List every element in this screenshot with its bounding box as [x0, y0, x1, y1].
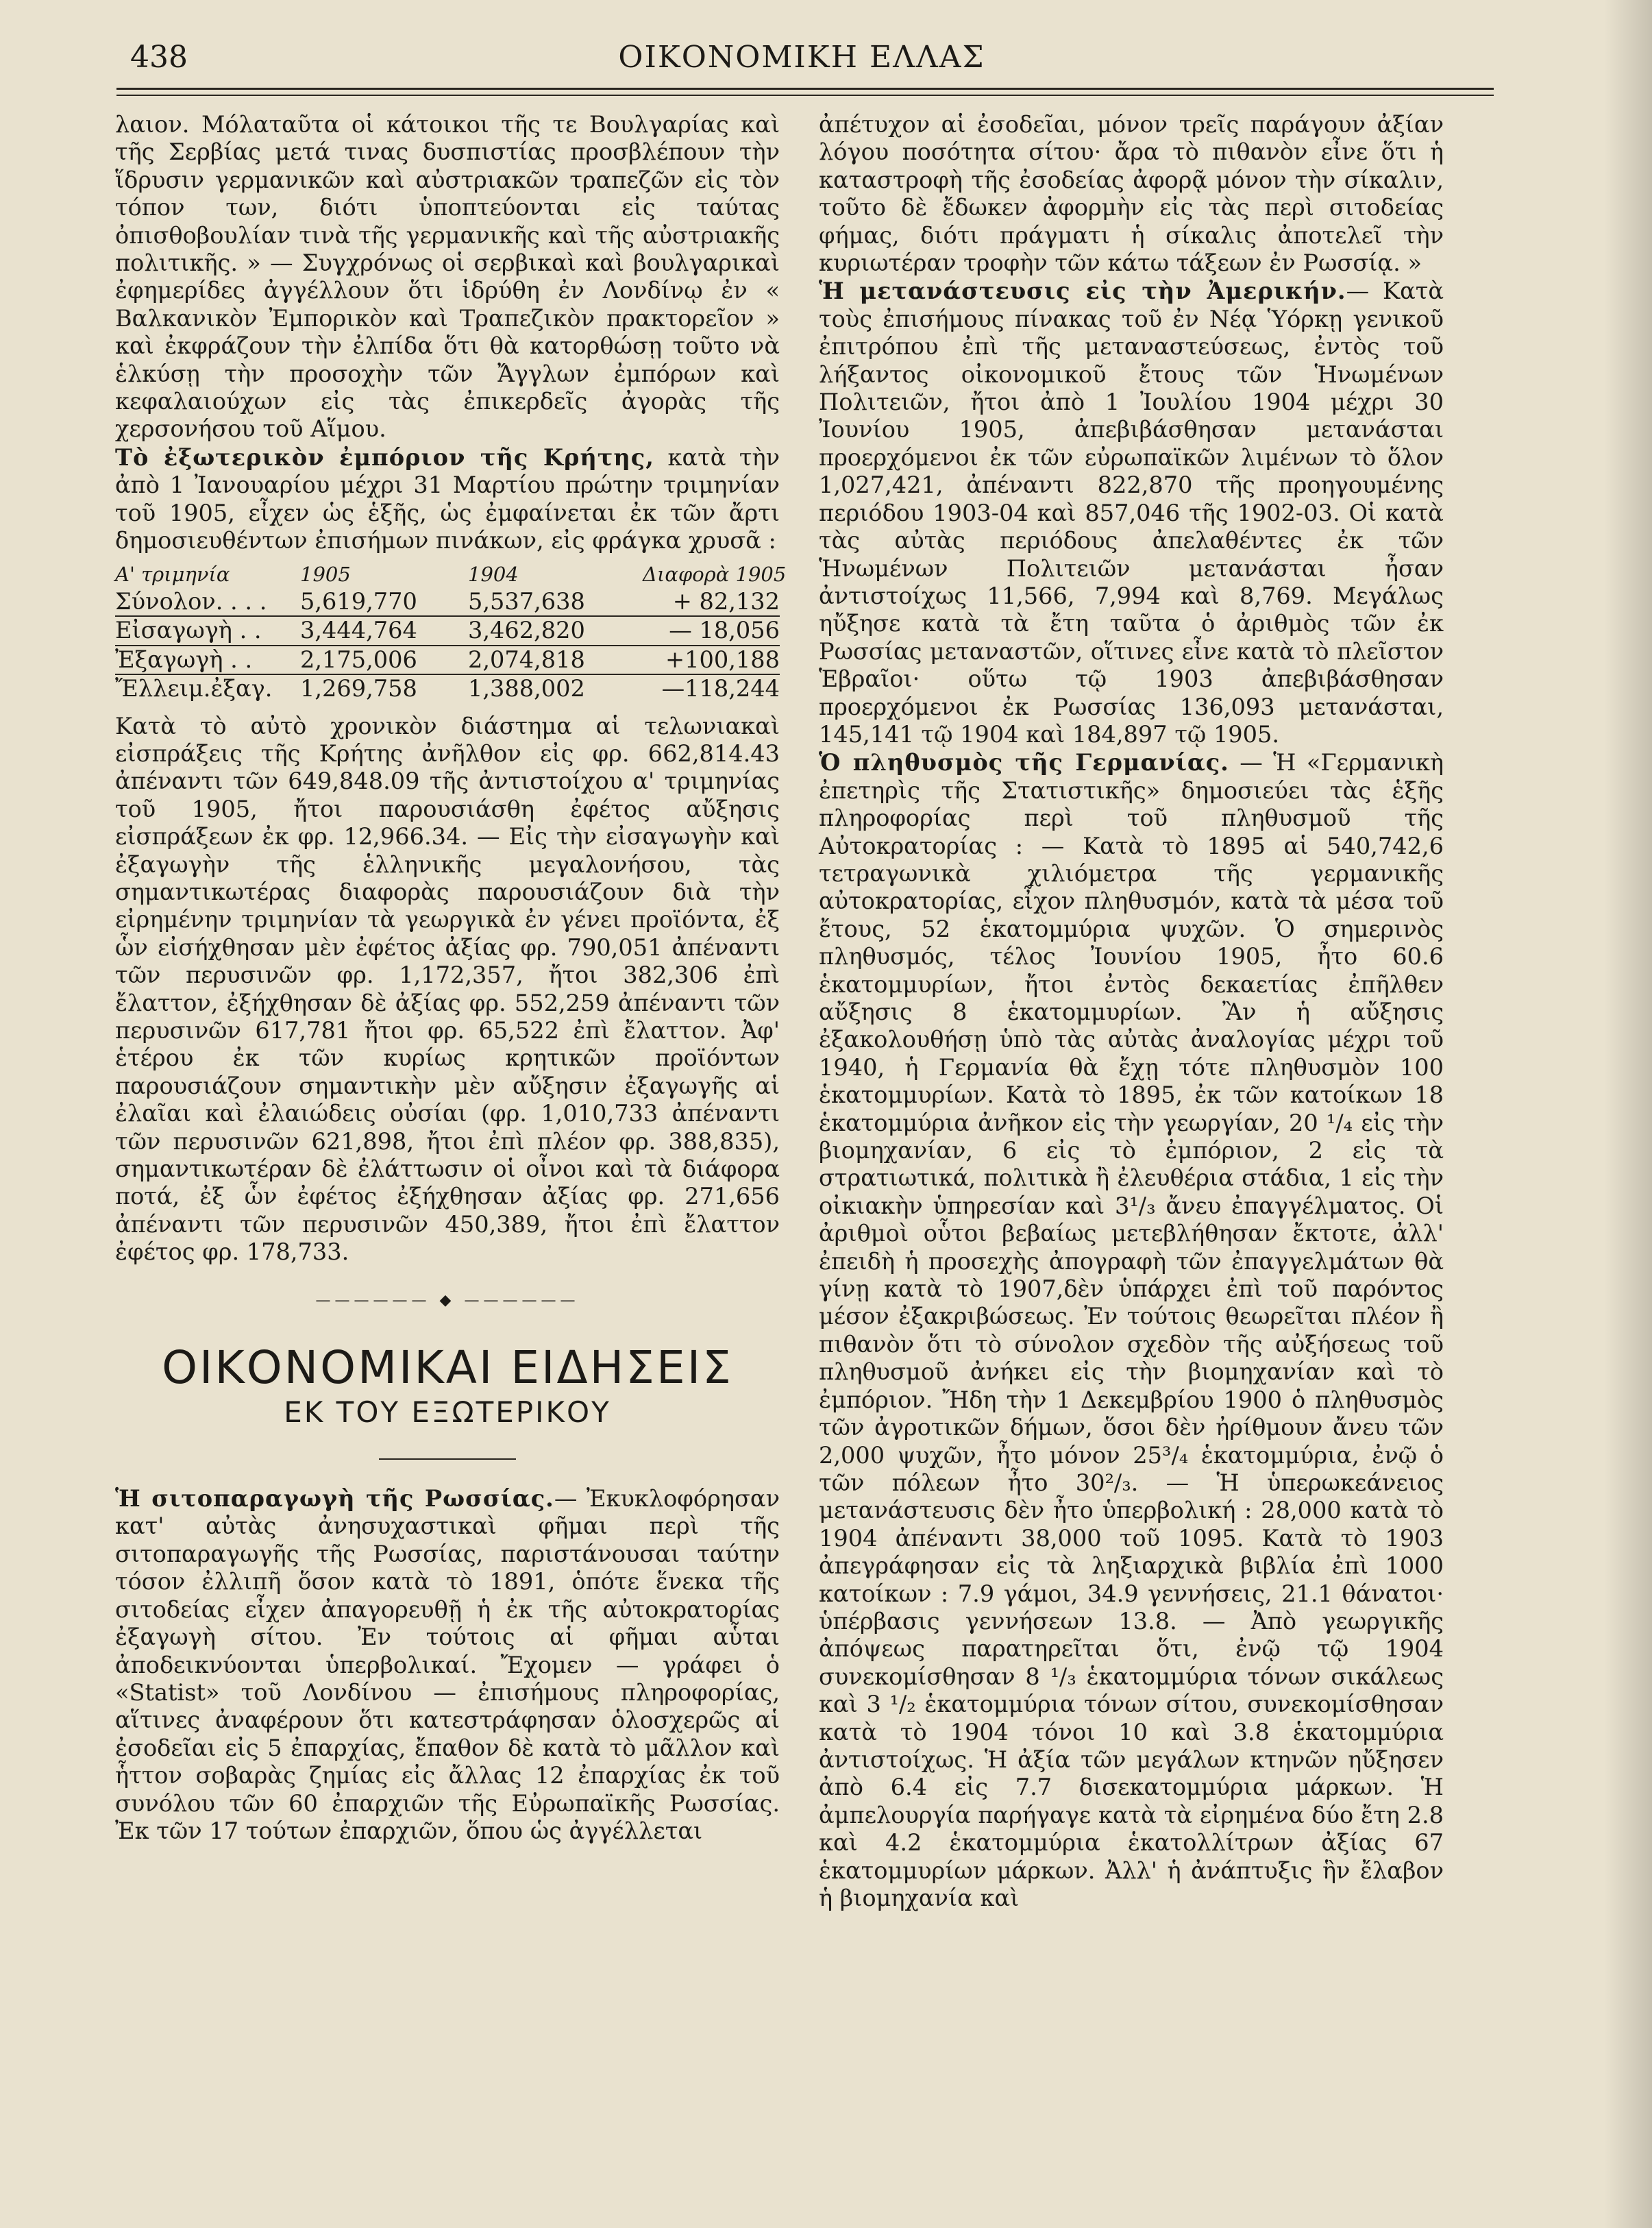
- crete-trade-intro: κατὰ τὴν ἀπὸ 1 Ἰανουαρίου μέχρι 31 Μαρτίου πρώτην τριμηνίαν τοῦ 1905, εἶχεν ὡς ἑξῆς, ὡς ἐμφαίνεται ἐκ τῶν ἄρτι δημοσιευθέντων ἐπισήμων πινάκων, εἰς φράγκα χρυσᾶ :: [115, 443, 780, 554]
- paragraph-german-population: [819, 748, 1444, 1912]
- header-rule-thin: [116, 95, 1494, 96]
- ornament-divider: —————— ◆ ——————: [315, 1291, 580, 1309]
- section-subtitle: ΕΚ ΤΟΥ ΕΞΩΤΕΡΙΚΟΥ: [284, 1395, 611, 1430]
- crete-trade-table: [115, 561, 787, 703]
- russian-grain-heading: Ἡ σιτοπαραγωγὴ τῆς Ρωσσίας.: [115, 1484, 554, 1513]
- paragraph-russian-grain: [115, 1484, 780, 1845]
- left-column: [115, 111, 787, 1845]
- table-row: [115, 617, 780, 646]
- table-row: [115, 588, 780, 617]
- paragraph-crete-trade: [115, 443, 780, 555]
- table-header-row: [115, 561, 787, 588]
- german-population-text: — Ἡ «Γερμανικὴ ἐπετηρὶς τῆς Στατιστικῆς» δημοσιεύει τὰς ἑξῆς πληροφορίας περὶ τοῦ πληθυσμοῦ τῆς Αὐτοκρατορίας : — Κατὰ τὸ 1895 αἱ 540,742,6 τετραγωνικὰ χιλιόμετρα τῆς γερμανικῆς αὐτοκρατορίας, εἶχον πληθυσμόν, κατὰ τὰ μέσα τοῦ ἔτους, 52 ἑκατομμύρια ψυχῶν. Ὁ σημερινὸς πληθυσμός, τέλος Ἰουνίου 1905, ἦτο 60.6 ἑκατομμυρίων, ἤτοι ἐντὸς δεκαετίας ἐπῆλθεν αὔξησις 8 ἑκατομμυρίων. Ἂν ἡ αὔξησις ἐξακολουθήσῃ ὑπὸ τὰς αὐτὰς ἀναλογίας μέχρι τοῦ 1940, ἡ Γερμανία θὰ ἔχῃ τότε πληθυσμὸν 100 ἑκατομμυρίων. Κατὰ τὸ 1895, ἐκ τῶν κατοίκων 18 ἑκατομμύρια ἀνῆκον εἰς τὴν γεωργίαν, 20 ¹/₄ εἰς τὴν βιομηχανίαν, 6 εἰς τὸ ἐμπόριον, 2 εἰς τὰ στρατιωτικά, πολιτικὰ ἢ ἐλευθέρια στάδια, 1 εἰς τὴν οἰκιακὴν ὑπηρεσίαν καὶ 3¹/₃ ἄνευ ἐπαγγέλματος. Οἱ ἀριθμοὶ οὗτοι βεβαίως μετεβλήθησαν ἔκτοτε, ἀλλ' ἐπειδὴ ἡ προσεχὴς ἀπογραφὴ τῶν ἐπαγγελμάτων θὰ γίνῃ κατὰ τὸ 1907,δὲν ὑπάρχει ἐπὶ τοῦ παρόντος μέσον ἐξακριβώσεως. Ἐν τούτοις θεωρεῖται πλέον ἢ πιθανὸν ὅτι τὸ σύνολον σχεδὸν τῆς αὐξήσεως τοῦ πληθυσμοῦ ἀνήκει εἰς τὴν βιομηχανίαν καὶ τὸ ἐμπόριον. Ἤδη τὴν 1 Δεκεμβρίου 1900 ὁ πληθυσμὸς τῶν ἀγροτικῶν δήμων, ὅσοι δὲν ἠρίθμουν ἄνευ τῶν 2,000 ψυχῶν, ἦτο μόνον 25³/₄ ἑκατομμύρια, ἐνῷ ὁ τῶν πόλεων ἦτο 30²/₃. — Ἡ ὑπερωκεάνειος μετανάστευσις δὲν ἦτο ὑπερβολική : 28,000 κατὰ τὸ 1904 ἀπέναντι 38,000 τοῦ 1095. Κατὰ τὸ 1903 ἀπεγράφησαν εἰς τὰ ληξιαρχικὰ βιβλία ἐπὶ 1000 κατοίκων : 7.9 γάμοι, 34.9 γεννήσεις, 21.1 θάνατοι· ὑπέρβασις γεννήσεων 13.8. — Ἀπὸ γεωργικῆς ἀπόψεως παρατηρεῖται ὅτι, ἐνῷ τῷ 1904 συνεκομίσθησαν 8 ¹/₃ ἑκατομμύρια τόνων σικάλεως καὶ 3 ¹/₂ ἑκατομμύρια τόνων σίτου, συνεκομίσθησαν κατὰ τὸ 1904 τόνοι 10 καὶ 3.8 ἑκατομμύρια ἀντιστοίχως. Ἡ ἀξία τῶν μεγάλων κτηνῶν ηὔξησεν ἀπὸ 6.4 εἰς 7.7 δισεκατομμύρια μάρκων. Ἡ ἀμπελουργία παρήγαγε κατὰ τὰ εἰρημένα δύο ἔτη 2.8 καὶ 4.2 ἑκατομμύρια ἑκατολλίτρων ἀξίας 67 ἑκατομμυρίων μάρκων. Ἀλλ' ἡ ἀνάπτυξις ἣν ἔλαβον ἡ βιομηχανία καὶ: [819, 749, 1444, 1911]
- paragraph-emigration: [819, 277, 1444, 748]
- page-edge-shadow: [1604, 0, 1652, 2228]
- page-number: 438: [130, 40, 188, 75]
- table-header-cell: 1904: [468, 562, 519, 586]
- german-population-heading: Ὁ πληθυσμὸς τῆς Γερμανίας.: [819, 748, 1229, 776]
- page-header: [130, 36, 1473, 84]
- section-title: ΟΙΚΟΝΟΜΙΚΑΙ ΕΙΔΗΣΕΙΣ: [162, 1341, 733, 1395]
- russian-grain-text: — Ἐκυκλοφόρησαν κατ' αὐτὰς ἀνησυχαστικαὶ φῆμαι περὶ τῆς σιτοπαραγωγῆς τῆς Ρωσσίας, παριστάνουσαι ταύτην τόσον ἐλλιπῆ ὅσον κατὰ τὸ 1891, ὁπότε ἕνεκα τῆς σιτοδείας εἶχεν ἀπαγορευθῇ ἡ ἐκ τῆς αὐτοκρατορίας ἐξαγωγὴ σίτου. Ἐν τούτοις αἱ φῆμαι αὗται ἀποδεικνύονται ὑπερβολικαί. Ἔχομεν — γράφει ὁ «Statist» τοῦ Λονδίνου — ἐπισήμους πληροφορίας, αἵτινες ἀναφέρουν ὅτι κατεστράφησαν ὁλοσχερῶς αἱ ἐσοδεῖαι εἰς 5 ἐπαρχίας, ἔπαθον δὲ κατὰ τὸ μᾶλλον καὶ ἧττον σοβαρὰς ζημίας εἰς ἄλλας 12 ἐπαρχίας ἐκ τοῦ συνόλου τῶν 60 ἐπαρχιῶν τῆς Εὐρωπαϊκῆς Ρωσσίας. Ἐκ τῶν 17 τούτων ἐπαρχιῶν, ὅπου ὡς ἀγγέλλεται: [115, 1485, 780, 1844]
- emigration-heading: Ἡ μετανάστευσις εἰς τὴν Ἀμερικήν.: [819, 277, 1346, 305]
- table-cell: —118,244: [661, 675, 780, 702]
- table-cell: 1,388,002: [468, 675, 585, 702]
- table-cell: +100,188: [665, 646, 780, 673]
- table-cell: + 82,132: [672, 587, 780, 615]
- emigration-text: — Κατὰ τοὺς ἐπισήμους πίνακας τοῦ ἐν Νέᾳ Ὑόρκῃ γενικοῦ ἐπιτρόπου ἐπὶ τῆς μεταναστεύσεως, ἐντὸς τοῦ λήξαντος οἰκονομικοῦ ἔτους τῶν Ἡνωμένων Πολιτειῶν, ἤτοι ἀπὸ 1 Ἰουλίου 1904 μέχρι 30 Ἰουνίου 1905, ἀπεβιβάσθησαν μετανάσται προερχόμενοι ἐκ τῶν εὐρωπαϊκῶν λιμένων τὸ ὅλον 1,027,421, ἀπέναντι 822,870 τῆς προηγουμένης περιόδου 1903-04 καὶ 857,046 τῆς 1902-03. Οἱ κατὰ τὰς αὐτὰς περιόδους ἀπελαθέντες ἐκ τῶν Ἡνωμένων Πολιτειῶν μετανάσται ἦσαν ἀντιστοίχως 11,566, 7,994 καὶ 8,769. Μεγάλως ηὔξησε κατὰ τὰ ἔτη ταῦτα ὁ ἀριθμὸς τῶν ἐκ Ρωσσίας μεταναστῶν, οἵτινες εἶνε κατὰ τὸ πλεῖστον Ἑβραῖοι· οὕτω τῷ 1903 ἀπεβιβάσθησαν προερχόμενοι ἐκ Ρωσσίας 136,093 μετανάσται, 145,141 τῷ 1904 καὶ 184,897 τῷ 1905.: [819, 278, 1444, 748]
- header-rule: [116, 88, 1494, 90]
- table-header-cell: 1905: [300, 562, 351, 586]
- table-row: [115, 675, 780, 702]
- table-cell: 2,074,818: [468, 646, 585, 673]
- table-header-cell: Α' τριμηνία: [115, 562, 230, 586]
- paragraph-grain-continued: ἀπέτυχον αἱ ἐσοδεῖαι, μόνον τρεῖς παράγουν ἀξίαν λόγου ποσότητα σίτου· ἄρα τὸ πιθανὸν εἶνε ὅτι ἡ καταστροφὴ τῆς ἐσοδείας ἀφορᾷ μόνον τὴν σίκαλιν, τοῦτο δὲ ἔδωκεν ἀφορμὴν εἰς τὰς περὶ σιτοδείας φήμας, διότι πράγματι ἡ σίκαλις ἀποτελεῖ τὴν κυριωτέραν τροφὴν τῶν κάτω τάξεων ἐν Ρωσσίᾳ. »: [819, 111, 1444, 277]
- table-cell: 5,619,770: [300, 587, 417, 615]
- table-header-cell: Διαφορὰ 1905: [643, 562, 787, 586]
- table-cell: 3,462,820: [468, 617, 585, 644]
- table-cell: Σύνολον. . . .: [115, 587, 267, 615]
- crete-trade-heading: Τὸ ἐξωτερικὸν ἐμπόριον τῆς Κρήτης,: [115, 443, 654, 471]
- table-cell: Ἔλλειμ.ἐξαγ.: [115, 675, 273, 702]
- table-cell: — 18,056: [669, 617, 780, 644]
- table-cell: 3,444,764: [300, 617, 417, 644]
- table-cell: Εἰσαγωγὴ . .: [115, 617, 262, 644]
- table-row: [115, 646, 780, 675]
- table-cell: Ἐξαγωγὴ . .: [115, 646, 253, 673]
- table-cell: 2,175,006: [300, 646, 417, 673]
- right-column: [819, 111, 1444, 1912]
- table-cell: 1,269,758: [300, 675, 417, 702]
- running-head: ΟΙΚΟΝΟΜΙΚΗ ΕΛΛΑΣ: [618, 40, 985, 75]
- table-cell: 5,537,638: [468, 587, 585, 615]
- paragraph-crete-customs: Κατὰ τὸ αὐτὸ χρονικὸν διάστημα αἱ τελωνιακαὶ εἰσπράξεις τῆς Κρήτης ἀνῆλθον εἰς φρ. 662,814.43 ἀπέναντι τῶν 649,848.09 τῆς ἀντιστοίχου α' τριμηνίας τοῦ 1905, ἤτοι παρουσιάσθη ἐφέτος αὔξησις εἰσπράξεων ἐκ φρ. 12,966.34. — Εἰς τὴν εἰσαγωγὴν καὶ ἐξαγωγὴν τῆς ἑλληνικῆς μεγαλονήσου, τὰς σημαντικωτέρας διαφορὰς παρουσιάζουν διὰ τὴν εἰρημένην τριμηνίαν τὰ γεωργικὰ ἐν γένει προϊόντα, ἐξ ὧν εἰσήχθησαν μὲν ἐφέτος ἀξίας φρ. 790,051 ἀπέναντι τῶν περυσινῶν φρ. 1,172,357, ἤτοι 382,306 ἐπὶ ἔλαττον, ἐξήχθησαν δὲ ἀξίας φρ. 552,259 ἀπέναντι τῶν περυσινῶν 617,781 ἤτοι φρ. 65,522 ἐπὶ ἔλαττον. Ἀφ' ἑτέρου ἐκ τῶν κυρίως κρητικῶν προϊόντων παρουσιάζουν σημαντικὴν μὲν αὔξησιν ἐξαγωγῆς αἱ ἐλαῖαι καὶ ἐλαιώδεις οὐσίαι (φρ. 1,010,733 ἀπέναντι τῶν περυσινῶν 621,898, ἤτοι ἐπὶ πλέον φρ. 388,835), σημαντικωτέραν δὲ ἐλάττωσιν οἱ οἶνοι καὶ τὰ διάφορα ποτά, ἐξ ὧν ἐφέτος ἐξήχθησαν ἀξίας φρ. 271,656 ἀπέναντι τῶν περυσινῶν 450,389, ἤτοι ἐπὶ ἔλαττον ἐφέτος φρ. 178,733.: [115, 712, 780, 1266]
- paragraph-balkan-banks: λαιον. Μόλαταῦτα οἱ κάτοικοι τῆς τε Βουλγαρίας καὶ τῆς Σερβίας μετά τινας δυσπιστίας προσβλέπουν τὴν ἵδρυσιν γερμανικῶν καὶ αὐστριακῶν τραπεζῶν εἰς τὸν τόπον των, διότι ὑποπτεύονται εἰς ταύτας ὀπισθοβουλίαν τινὰ τῆς γερμανικῆς καὶ τῆς αὐστριακῆς πολιτικῆς. » — Συγχρόνως οἱ σερβικαὶ καὶ βουλγαρικαὶ ἐφημερίδες ἀγγέλλουν ὅτι ἱδρύθη ἐν Λονδίνῳ ἐν « Βαλκανικὸν Ἐμπορικὸν καὶ Τραπεζικὸν πρακτορεῖον » καὶ ἐκφράζουν τὴν ἐλπίδα ὅτι θὰ κατορθώσῃ τοῦτο νὰ ἑλκύσῃ τὴν προσοχὴν τῶν Ἄγγλων ἐμπόρων καὶ κεφαλαιούχων εἰς τὰς ἐπικερδεῖς ἀγορὰς τῆς χερσονήσου τοῦ Αἵμου.: [115, 111, 780, 443]
- section-subtitle-rule: [379, 1458, 516, 1460]
